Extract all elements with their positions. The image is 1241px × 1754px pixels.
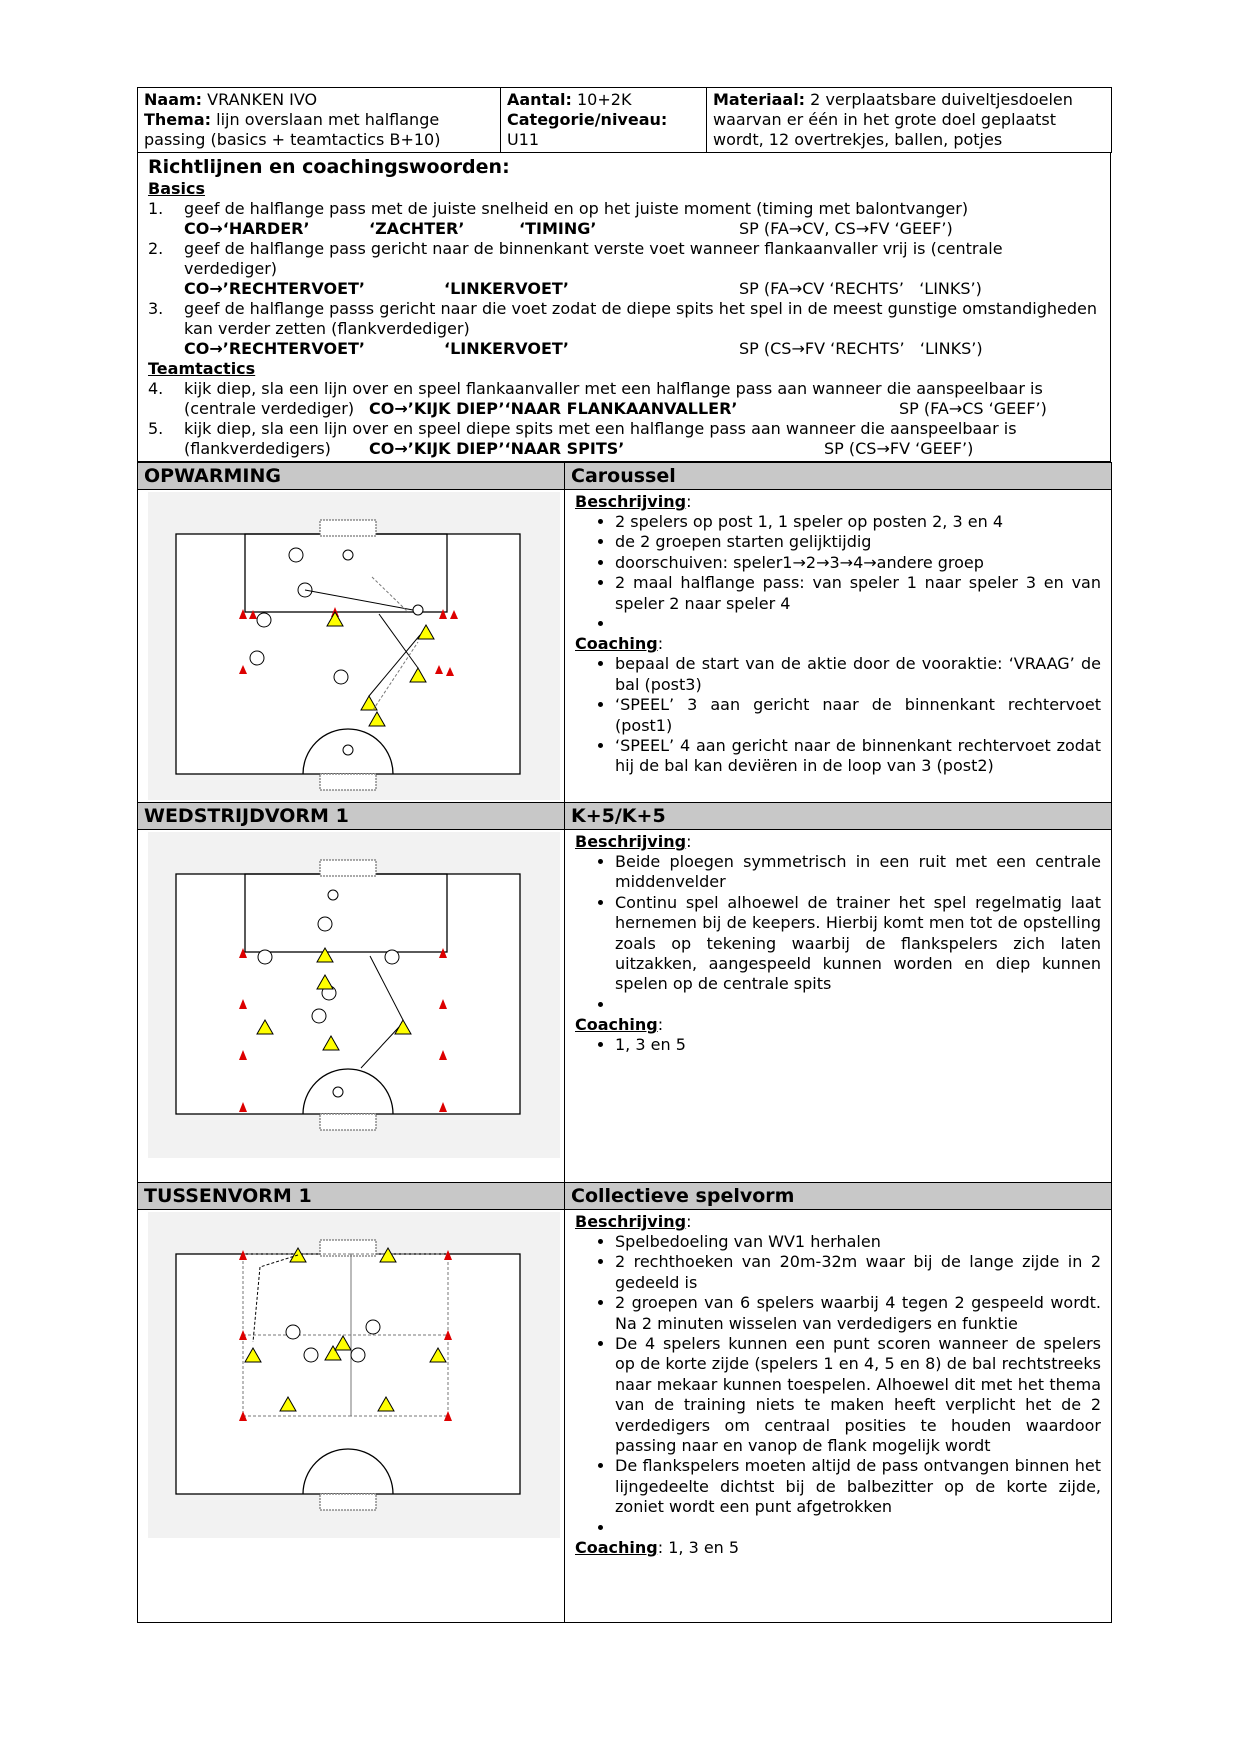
guideline-item: 4. kijk diep, sla een lijn over en speel flankaanvaller met een halflange pass aan wanneer die aanspeelbaar is xyxy=(148,379,1043,398)
list-item: • 2 rechthoeken van 20m-32m waar bij de lange zijde in 2 gedeeld is xyxy=(615,1252,1101,1293)
drill-diagram-warmup xyxy=(138,490,564,800)
section-title-right: Caroussel xyxy=(565,463,1112,490)
list-item xyxy=(615,614,1101,634)
list-item: • de 2 groepen starten gelijktijdig xyxy=(615,532,1101,552)
list-item: • 1, 3 en 5 xyxy=(615,1035,1101,1055)
beschrijving-list xyxy=(575,852,1101,1015)
coaching-words-4: (centrale verdediger) CO→’KIJK DIEP’‘NAAR FLANKAANVALLER’ SP (FA→CS ‘GEEF’) xyxy=(184,399,1047,418)
materiaal-value: 2 verplaatsbare duiveltjesdoelen waarvan er één in het grote doel geplaatst wordt, 12 overtrekjes, ballen, potjes xyxy=(713,90,1073,149)
drill-diagram-small-sided xyxy=(138,1210,564,1538)
header-table xyxy=(137,87,1112,153)
list-item: • doorschuiven: speler1→2→3→4→andere groep xyxy=(615,553,1101,573)
thema-label: Thema: xyxy=(144,110,212,129)
header-naam-thema xyxy=(138,88,501,153)
list-item: • Spelbedoeling van WV1 herhalen xyxy=(615,1232,1101,1252)
naam-label: Naam: xyxy=(144,90,203,109)
header-materiaal xyxy=(707,88,1112,153)
section-title-left: WEDSTRIJDVORM 1 xyxy=(138,803,565,830)
guidelines-title: Richtlijnen en coachingswoorden xyxy=(148,156,503,178)
beschrijving-list xyxy=(575,1232,1101,1538)
coaching-words-5: (flankverdedigers) CO→’KIJK DIEP’‘NAAR SPITS’ SP (CS→FV ‘GEEF’) xyxy=(184,439,974,458)
categorie-value: U11 xyxy=(507,130,540,149)
section-title-right: Collectieve spelvorm xyxy=(565,1183,1112,1210)
naam-value: VRANKEN IVO xyxy=(207,90,318,109)
teamtactics-label: Teamtactics xyxy=(148,359,256,378)
aantal-value: 10+2K xyxy=(577,90,632,109)
coaching-list xyxy=(575,654,1101,776)
guidelines: Richtlijnen en coachingswoorden: Basics 1. geef de halflange pass met de juiste snelheid en op het juiste moment (timing met balontvanger) CO→‘HARDER’ ‘ZACHTER’ ‘TIMING’ SP (FA→CV, CS→FV ‘GEEF’) 2. geef de halflange pass gericht naar de binnenkant verste voet wanneer flankaanvaller vrij is (centrale verdediger) CO→’RECHTERVOET’ ‘LINKERVOET’ SP (FA→CV ‘RECHTS’ ‘LINKS’) 3. geef de halflange passs gericht naar die voet zodat de diepe spits het spel in de meest gunstige omstandigheden kan verder zetten (flankverdediger) CO→’RECHTERVOET’ ‘LINKERVOET’ SP (CS→FV ‘RECHTS’ ‘LINKS’) Teamtactics 4. kijk diep, sla een lijn over en speel flankaanvaller met een halflange pass aan wanneer die aanspeelbaar is (centrale verdediger) CO→’KIJK DIEP’‘NAAR FLANKAANVALLER’ SP (FA→CS ‘GEEF’) 5. kijk diep, sla een lijn over en speel diepe spits met een halflange pass aan wanneer die aanspeelbaar is (flankverdedigers) CO→’KIJK DIEP’‘NAAR SPITS’ SP (CS→FV ‘GEEF’) xyxy=(137,153,1111,462)
coaching-words-2: CO→’RECHTERVOET’ ‘LINKERVOET’ SP (FA→CV ‘RECHTS’ ‘LINKS’) xyxy=(184,279,982,298)
coaching-label: Coaching xyxy=(575,1538,658,1558)
beschrijving-list xyxy=(575,512,1101,634)
sections-table xyxy=(137,462,1112,1623)
guideline-item: 2. geef de halflange pass gericht naar de binnenkant verste voet wanneer flankaanvaller vrij is (centrale verdediger) xyxy=(148,239,1003,278)
coaching-words-3: CO→’RECHTERVOET’ ‘LINKERVOET’ SP (CS→FV ‘RECHTS’ ‘LINKS’) xyxy=(184,339,983,358)
coaching-inline: 1, 3 en 5 xyxy=(668,1538,740,1558)
coaching-words-1: CO→‘HARDER’ ‘ZACHTER’ ‘TIMING’ SP (FA→CV, CS→FV ‘GEEF’) xyxy=(184,219,953,238)
section-title-left: OPWARMING xyxy=(138,463,565,490)
beschrijving-label: Beschrijving xyxy=(575,1212,687,1231)
list-item: • 2 maal halflange pass: van speler 1 naar speler 3 en van speler 2 naar speler 4 xyxy=(615,573,1101,614)
guideline-item: 5. kijk diep, sla een lijn over en speel diepe spits met een halflange pass aan wanneer die aanspeelbaar is xyxy=(148,419,1017,438)
section-description: Beschrijving: • Beide ploegen symmetrisch in een ruit met een centrale middenvelder • Continu spel alhoewel de trainer het spel regelmatig laat hernemen bij de keepers. Hierbij komt men tot de opstelling zoals op tekening waarbij de flankspelers zich laten uitzakken, aangespeeld kunnen worden en diep kunnen spelen op de centrale spits • Coaching: • 1, 3 en 5 xyxy=(565,830,1111,1060)
section-title-right: K+5/K+5 xyxy=(565,803,1112,830)
materiaal-label: Materiaal: xyxy=(713,90,806,109)
list-item: • bepaal de start van de aktie door de vooraktie: ‘VRAAG’ de bal (post3) xyxy=(615,654,1101,695)
section-title-left: TUSSENVORM 1 xyxy=(138,1183,565,1210)
list-item: • De flankspelers moeten altijd de pass ontvangen binnen het lijngedeelte dichtst bij de balbezitter op de korte zijde, zoniet wordt een punt afgetrokken xyxy=(615,1456,1101,1517)
section-description: Beschrijving: • 2 spelers op post 1, 1 speler op posten 2, 3 en 4 • de 2 groepen starten gelijktijdig • doorschuiven: speler1→2→3→4→andere groep • 2 maal halflange pass: van speler 1 naar speler 3 en van speler 2 naar speler 4 • Coaching: • bepaal de start van de aktie door de vooraktie: ‘VRAAG’ de bal (post3) • ‘SPEEL’ 3 aan gericht naar de binnenkant rechtervoet (post1) • ‘SPEEL’ 4 aan gericht naar de binnenkant rechtervoet zodat hij de bal kan deviëren in de loop van 3 (post2) xyxy=(565,490,1111,781)
beschrijving-label: Beschrijving xyxy=(575,832,687,851)
list-item: • ‘SPEEL’ 3 aan gericht naar de binnenkant rechtervoet (post1) xyxy=(615,695,1101,736)
list-item: • 2 groepen van 6 spelers waarbij 4 tegen 2 gespeeld wordt. Na 2 minuten wisselen van verdedigers en funktie xyxy=(615,1293,1101,1334)
aantal-label: Aantal: xyxy=(507,90,572,109)
coaching-label: Coaching xyxy=(575,1015,658,1035)
list-item: • Beide ploegen symmetrisch in een ruit met een centrale middenvelder xyxy=(615,852,1101,893)
list-item: • De 4 spelers kunnen een punt scoren wanneer de spelers op de korte zijde (spelers 1 en 4, 5 en 8) de bal rechtstreeks naar mekaar kunnen toespelen. Alhoewel dit met het thema van de training niets te maken heeft verplicht het de 2 verdedigers om centraal posities te houden waardoor passing naar en vanop de flank mogelijk wordt xyxy=(615,1334,1101,1456)
categorie-label: Categorie/niveau: xyxy=(507,110,668,129)
list-item xyxy=(615,995,1101,1015)
drill-diagram-match xyxy=(138,830,564,1158)
list-item xyxy=(615,1518,1101,1538)
section-description: Beschrijving: • Spelbedoeling van WV1 herhalen • 2 rechthoeken van 20m-32m waar bij de lange zijde in 2 gedeeld is • 2 groepen van 6 spelers waarbij 4 tegen 2 gespeeld wordt. Na 2 minuten wisselen van verdedigers en funktie • De 4 spelers kunnen een punt scoren wanneer de spelers op de korte zijde (spelers 1 en 4, 5 en 8) de bal rechtstreeks naar mekaar kunnen toespelen. Alhoewel dit met het thema van de training niets te maken heeft verplicht het de 2 verdedigers om centraal posities te houden waardoor passing naar en vanop de flank mogelijk wordt • De flankspelers moeten altijd de pass ontvangen binnen het lijngedeelte dichtst bij de balbezitter op de korte zijde, zoniet wordt een punt afgetrokken • Coaching: 1, 3 en 5 xyxy=(565,1210,1111,1562)
beschrijving-label: Beschrijving xyxy=(575,492,687,511)
training-sheet xyxy=(137,87,1111,1623)
basics-label: Basics xyxy=(148,179,206,198)
coaching-label: Coaching xyxy=(575,634,658,654)
guideline-item: 3. geef de halflange passs gericht naar die voet zodat de diepe spits het spel in de meest gunstige omstandigheden kan verder zetten (flankverdediger) xyxy=(148,299,1098,338)
list-item: • 2 spelers op post 1, 1 speler op posten 2, 3 en 4 xyxy=(615,512,1101,532)
guideline-item: 1. geef de halflange pass met de juiste snelheid en op het juiste moment (timing met balontvanger) xyxy=(148,199,969,218)
header-aantal-categorie xyxy=(501,88,707,153)
thema-value: lijn overslaan met halflange passing (basics + teamtactics B+10) xyxy=(144,110,441,149)
list-item: • ‘SPEEL’ 4 aan gericht naar de binnenkant rechtervoet zodat hij de bal kan deviëren in de loop van 3 (post2) xyxy=(615,736,1101,777)
coaching-list xyxy=(575,1035,1101,1055)
list-item: • Continu spel alhoewel de trainer het spel regelmatig laat hernemen bij de keepers. Hierbij komt men tot de opstelling zoals op tekening waarbij de flankspelers zich laten uitzakken, aangespeeld kunnen worden en diep kunnen spelen op de centrale spits xyxy=(615,893,1101,995)
